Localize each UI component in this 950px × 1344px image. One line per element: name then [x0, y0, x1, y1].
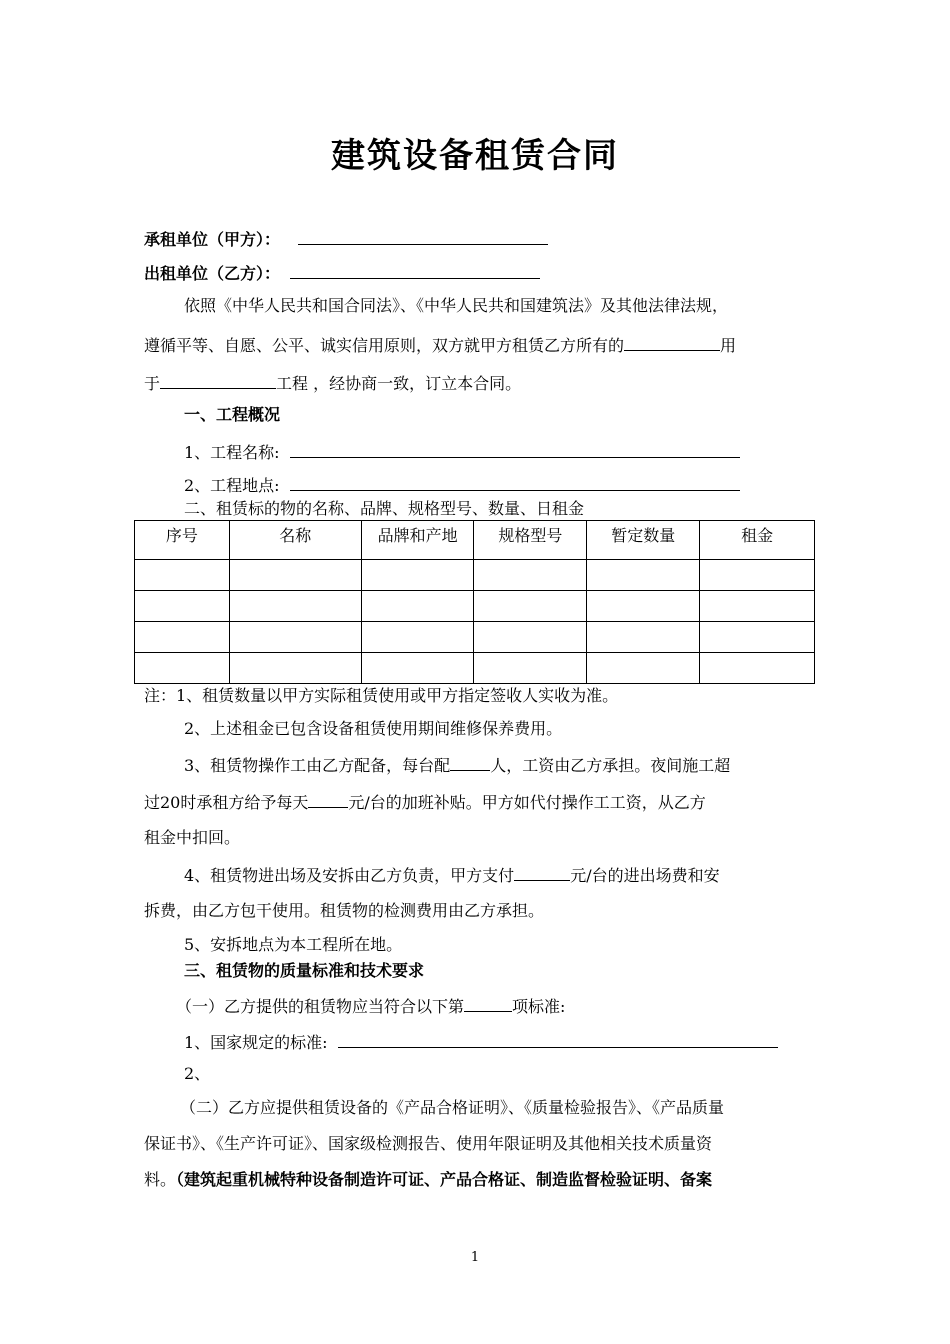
table-cell[interactable]	[700, 560, 815, 591]
lessor-line	[144, 262, 540, 284]
table-cell[interactable]	[361, 560, 474, 591]
overtime-subsidy-blank[interactable]	[308, 791, 348, 808]
header-model: 规格型号	[474, 521, 587, 560]
lessee-line	[144, 228, 548, 250]
project-location-blank[interactable]	[290, 474, 740, 491]
note-3c: 过20时承租方给予每天	[144, 793, 309, 812]
table-cell[interactable]	[700, 591, 815, 622]
note-4a: 4、租赁物进出场及安拆由乙方负责，甲方支付	[184, 866, 515, 885]
national-standard-line	[184, 1031, 778, 1053]
table-row	[135, 622, 815, 653]
table-cell[interactable]	[229, 653, 361, 684]
table-cell[interactable]	[700, 653, 815, 684]
note-4b: 元/台的进出场费和安	[570, 866, 720, 885]
documents-line-3b: （建筑起重机械特种设备制造许可证、产品合格证、制造监督检验证明、备案	[176, 1170, 713, 1189]
intro-line-3a: 于	[144, 374, 161, 393]
note-3-line-3: 租金中扣回。	[144, 828, 241, 847]
national-standard-label: 1、国家规定的标准:	[184, 1033, 328, 1052]
note-3d: 元/台的加班补贴。甲方如代付操作工工资，从乙方	[348, 793, 706, 812]
intro-line-2a: 遵循平等、自愿、公平、诚实信用原则，双方就甲方租赁乙方所有的	[144, 336, 625, 355]
table-row	[135, 560, 815, 591]
header-quantity: 暂定数量	[587, 521, 700, 560]
intro-line-1: 依照《中华人民共和国合同法》、《中华人民共和国建筑法》及其他法律法规，	[184, 296, 729, 315]
table-cell[interactable]	[474, 591, 587, 622]
table-cell[interactable]	[135, 653, 230, 684]
table-cell[interactable]	[361, 591, 474, 622]
table-cell[interactable]	[229, 591, 361, 622]
page-number: 1	[470, 1250, 480, 1265]
project-blank[interactable]	[160, 372, 276, 389]
intro-line-2b: 用	[720, 336, 737, 355]
project-name-line	[184, 441, 740, 463]
table-row	[135, 653, 815, 684]
note-4-line-2: 拆费，由乙方包干使用。租赁物的检测费用由乙方承担。	[144, 901, 545, 920]
table-cell[interactable]	[474, 653, 587, 684]
documents-line-1: （二）乙方应提供租赁设备的《产品合格证明》、《质量检验报告》、《产品质量	[180, 1098, 725, 1117]
documents-line-3	[144, 1170, 712, 1190]
project-name-blank[interactable]	[290, 441, 740, 458]
header-rent: 租金	[700, 521, 815, 560]
table-cell[interactable]	[361, 622, 474, 653]
lessor-label: 出租单位（乙方）：	[144, 264, 281, 283]
project-name-label: 1、工程名称:	[184, 443, 280, 462]
table-cell[interactable]	[587, 560, 700, 591]
table-cell[interactable]	[587, 653, 700, 684]
standard-item-2: 2、	[184, 1064, 211, 1083]
table-cell[interactable]	[587, 622, 700, 653]
table-cell[interactable]	[135, 622, 230, 653]
note-2: 2、上述租金已包含设备租赁使用期间维修保养费用。	[184, 719, 563, 738]
table-cell[interactable]	[361, 653, 474, 684]
table-header-row	[135, 521, 815, 560]
note-4-line-1	[184, 864, 720, 886]
table-cell[interactable]	[135, 560, 230, 591]
lessee-blank[interactable]	[298, 228, 548, 245]
intro-line-3	[144, 372, 521, 394]
standard-clause-b: 项标准:	[512, 997, 566, 1016]
section3-heading: 三、租赁物的质量标准和技术要求	[184, 961, 425, 980]
intro-line-3b: 工程 ，经协商一致，订立本合同。	[276, 374, 522, 393]
table-cell[interactable]	[587, 591, 700, 622]
section2-heading: 二、租赁标的物的名称、品牌、规格型号、数量、日租金	[184, 499, 585, 518]
header-brand-origin: 品牌和产地	[361, 521, 474, 560]
operators-per-unit-blank[interactable]	[450, 754, 490, 771]
note-3b: 人，工资由乙方承担。夜间施工超	[490, 756, 731, 775]
national-standard-blank[interactable]	[338, 1031, 778, 1048]
table-cell[interactable]	[474, 560, 587, 591]
lessor-blank[interactable]	[290, 262, 540, 279]
table-cell[interactable]	[700, 622, 815, 653]
note-3-line-1	[184, 754, 730, 776]
entry-exit-fee-blank[interactable]	[514, 864, 570, 881]
documents-line-3a: 料。	[144, 1170, 177, 1189]
note-3a: 3、租赁物操作工由乙方配备，每台配	[184, 756, 451, 775]
standard-clause	[176, 995, 565, 1017]
project-location-line	[184, 474, 740, 496]
table-cell[interactable]	[229, 622, 361, 653]
project-location-label: 2、工程地点:	[184, 476, 280, 495]
note-5: 5、安拆地点为本工程所在地。	[184, 935, 403, 954]
section1-heading: 一、工程概况	[184, 405, 281, 424]
table-cell[interactable]	[474, 622, 587, 653]
header-index: 序号	[135, 521, 230, 560]
note-3-line-2	[144, 791, 706, 813]
header-name: 名称	[229, 521, 361, 560]
lessee-label: 承租单位（甲方）：	[144, 230, 281, 249]
table-cell[interactable]	[229, 560, 361, 591]
standard-clause-a: （一）乙方提供的租赁物应当符合以下第	[176, 997, 465, 1016]
intro-line-2	[144, 334, 736, 356]
note-1: 注：1、租赁数量以甲方实际租赁使用或甲方指定签收人实收为准。	[144, 686, 619, 705]
documents-line-2: 保证书》、《生产许可证》、国家级检测报告、使用年限证明及其他相关技术质量资	[144, 1134, 713, 1153]
table-row	[135, 591, 815, 622]
equipment-blank[interactable]	[624, 334, 720, 351]
rental-items-table	[134, 520, 815, 684]
standard-choice-blank[interactable]	[464, 995, 512, 1012]
table-cell[interactable]	[135, 591, 230, 622]
document-title: 建筑设备租赁合同	[331, 136, 619, 176]
